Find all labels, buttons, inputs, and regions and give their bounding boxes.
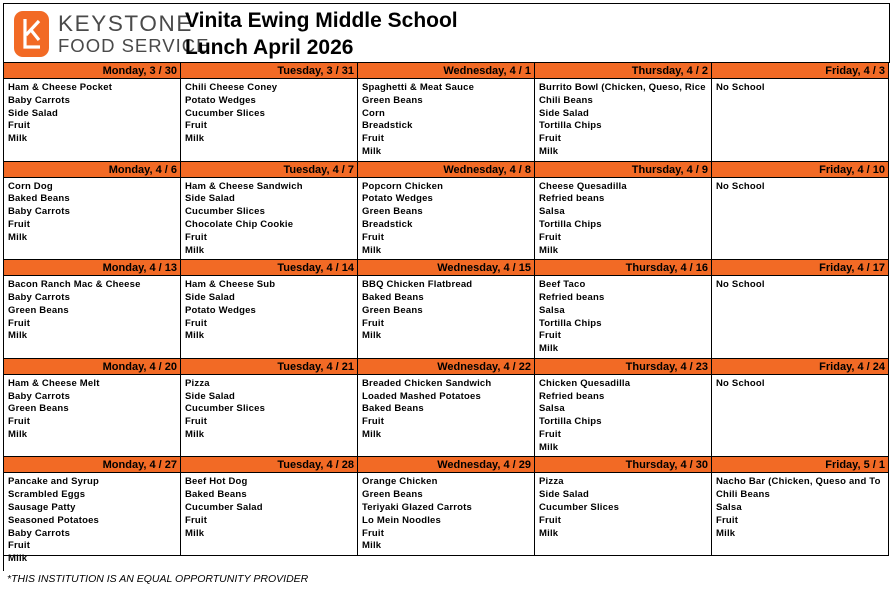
menu-item: Fruit — [185, 120, 208, 132]
day-date-header: Thursday, 4 / 23 — [535, 359, 711, 375]
menu-item: Side Salad — [185, 193, 236, 205]
menu-item-list — [535, 178, 711, 258]
menu-item: Baked Beans — [362, 403, 424, 415]
day-date-header: Wednesday, 4 / 22 — [358, 359, 534, 375]
menu-item-list — [712, 79, 888, 95]
day-date-header: Monday, 3 / 30 — [4, 63, 180, 79]
day-cell — [4, 457, 181, 565]
menu-item: Bacon Ranch Mac & Cheese — [8, 279, 141, 291]
day-cell — [358, 63, 535, 162]
menu-item-list — [712, 375, 888, 391]
menu-item-list — [712, 473, 888, 540]
day-date-header: Tuesday, 4 / 28 — [181, 457, 357, 473]
menu-item-list — [358, 79, 534, 159]
day-date-header: Wednesday, 4 / 29 — [358, 457, 534, 473]
day-date-header: Tuesday, 3 / 31 — [181, 63, 357, 79]
menu-item: Salsa — [539, 206, 565, 218]
menu-item: Fruit — [539, 428, 562, 440]
menu-item: Refried beans — [539, 193, 605, 205]
menu-item: Milk — [185, 330, 205, 342]
brand-tagline: FOOD SERVICE — [58, 35, 210, 56]
menu-item-list — [4, 375, 180, 442]
menu-item-list — [535, 473, 711, 540]
menu-item: Scrambled Eggs — [8, 489, 86, 501]
menu-item: Milk — [362, 330, 382, 342]
menu-item: Baby Carrots — [8, 527, 71, 539]
day-cell — [535, 162, 712, 261]
menu-item: Side Salad — [539, 107, 590, 119]
menu-item: Side Salad — [185, 291, 236, 303]
menu-item: Milk — [185, 133, 205, 145]
menu-item: Baked Beans — [185, 489, 247, 501]
menu-item-list — [181, 79, 357, 146]
day-date-header: Wednesday, 4 / 15 — [358, 260, 534, 276]
menu-item: Fruit — [8, 120, 31, 132]
menu-item-list — [181, 276, 357, 343]
day-date-header: Friday, 4 / 3 — [712, 63, 888, 79]
menu-item: Beef Taco — [539, 279, 586, 291]
menu-item: Fruit — [539, 133, 562, 145]
menu-item: Fruit — [185, 416, 208, 428]
menu-calendar — [3, 63, 890, 571]
menu-item: Lo Mein Noodles — [362, 514, 441, 526]
menu-item: Ham & Cheese Sandwich — [185, 180, 303, 192]
menu-item: Green Beans — [362, 94, 423, 106]
day-cell — [4, 63, 181, 162]
menu-item: Fruit — [8, 317, 31, 329]
menu-item: Side Salad — [539, 489, 590, 501]
menu-item: Popcorn Chicken — [362, 180, 444, 192]
day-cell — [181, 162, 358, 261]
menu-item: Fruit — [716, 514, 739, 526]
menu-item: Milk — [362, 428, 382, 440]
day-cell — [358, 359, 535, 458]
keystone-logo — [14, 10, 210, 60]
menu-item: Refried beans — [539, 291, 605, 303]
day-cell — [535, 359, 712, 458]
day-cell — [4, 359, 181, 458]
menu-item: Fruit — [185, 514, 208, 526]
day-cell — [712, 260, 889, 359]
menu-item: Seasoned Potatoes — [8, 514, 100, 526]
menu-item: Sausage Patty — [8, 501, 76, 513]
menu-item: Milk — [362, 244, 382, 256]
menu-item: BBQ Chicken Flatbread — [362, 279, 473, 291]
menu-item: Green Beans — [362, 206, 423, 218]
day-cell — [181, 359, 358, 458]
menu-item: Baby Carrots — [8, 94, 71, 106]
day-date-header: Monday, 4 / 27 — [4, 457, 180, 473]
day-date-header: Thursday, 4 / 9 — [535, 162, 711, 178]
menu-item-list — [535, 276, 711, 356]
menu-item: Nacho Bar (Chicken, Queso and To — [716, 476, 881, 488]
menu-item: Baby Carrots — [8, 206, 71, 218]
menu-title: Lunch April 2026 — [185, 36, 354, 59]
menu-item-list — [358, 473, 534, 553]
menu-item: Fruit — [539, 514, 562, 526]
menu-item: Salsa — [539, 403, 565, 415]
menu-item: Orange Chicken — [362, 476, 438, 488]
menu-item: Fruit — [8, 416, 31, 428]
menu-item: Milk — [185, 428, 205, 440]
menu-item: Milk — [8, 231, 28, 243]
menu-item: Green Beans — [362, 304, 423, 316]
menu-item: Ham & Cheese Melt — [8, 377, 100, 389]
menu-item: No School — [716, 279, 765, 291]
day-cell — [4, 162, 181, 261]
day-date-header: Wednesday, 4 / 8 — [358, 162, 534, 178]
day-date-header: Friday, 4 / 10 — [712, 162, 888, 178]
menu-item: Fruit — [362, 317, 385, 329]
day-date-header: Friday, 5 / 1 — [712, 457, 888, 473]
menu-item: Milk — [362, 145, 382, 157]
menu-item: Tortilla Chips — [539, 416, 602, 428]
day-cell — [181, 63, 358, 162]
day-date-header: Monday, 4 / 13 — [4, 260, 180, 276]
day-cell — [535, 260, 712, 359]
menu-item: Milk — [539, 527, 559, 539]
menu-item: Milk — [716, 527, 736, 539]
day-cell — [4, 260, 181, 359]
menu-item: Milk — [539, 441, 559, 453]
menu-item: Milk — [539, 343, 559, 355]
menu-item-list — [358, 276, 534, 343]
menu-item-list — [4, 178, 180, 245]
menu-item: Beef Hot Dog — [185, 476, 248, 488]
school-name: Vinita Ewing Middle School — [185, 9, 458, 32]
menu-item: Baked Beans — [362, 291, 424, 303]
menu-item: Breadstick — [362, 218, 413, 230]
menu-item: Loaded Mashed Potatoes — [362, 390, 481, 402]
menu-item: Refried beans — [539, 390, 605, 402]
menu-item: Tortilla Chips — [539, 317, 602, 329]
page-header — [3, 3, 890, 63]
day-date-header: Tuesday, 4 / 21 — [181, 359, 357, 375]
day-cell — [535, 457, 712, 556]
menu-item-list — [358, 375, 534, 442]
menu-item: No School — [716, 377, 765, 389]
day-cell — [712, 63, 889, 162]
menu-item: Salsa — [716, 501, 742, 513]
menu-item: Milk — [362, 540, 382, 552]
menu-item: Green Beans — [8, 304, 69, 316]
menu-item: Fruit — [362, 527, 385, 539]
menu-item: Tortilla Chips — [539, 120, 602, 132]
menu-item-list — [712, 178, 888, 194]
menu-item: No School — [716, 180, 765, 192]
day-cell — [358, 260, 535, 359]
menu-item: Pizza — [539, 476, 564, 488]
day-date-header: Tuesday, 4 / 7 — [181, 162, 357, 178]
menu-item-list — [4, 79, 180, 146]
menu-item: Green Beans — [8, 403, 69, 415]
menu-item-list — [4, 276, 180, 343]
day-date-header: Wednesday, 4 / 1 — [358, 63, 534, 79]
menu-item: Cucumber Slices — [185, 403, 266, 415]
menu-item: Corn — [362, 107, 385, 119]
page-title — [185, 7, 458, 61]
menu-item: Side Salad — [185, 390, 236, 402]
menu-item: Milk — [8, 330, 28, 342]
k-logo-icon — [14, 11, 49, 57]
menu-item: Baby Carrots — [8, 291, 71, 303]
menu-item: Fruit — [185, 317, 208, 329]
menu-item: Fruit — [539, 231, 562, 243]
menu-item: Chocolate Chip Cookie — [185, 218, 294, 230]
menu-item-list — [181, 178, 357, 258]
menu-item: Milk — [8, 428, 28, 440]
menu-item: Baked Beans — [8, 193, 70, 205]
day-cell — [535, 63, 712, 162]
menu-item-list — [712, 276, 888, 292]
menu-item: Chicken Quesadilla — [539, 377, 631, 389]
menu-item: Milk — [8, 133, 28, 145]
menu-item: Green Beans — [362, 489, 423, 501]
menu-item: Spaghetti & Meat Sauce — [362, 82, 475, 93]
menu-item: Burrito Bowl (Chicken, Queso, Rice — [539, 82, 706, 93]
menu-item-list — [4, 473, 180, 566]
menu-item: Cucumber Slices — [185, 107, 266, 119]
day-date-header: Friday, 4 / 17 — [712, 260, 888, 276]
menu-item: Fruit — [8, 218, 31, 230]
day-date-header: Thursday, 4 / 16 — [535, 260, 711, 276]
menu-item: Ham & Cheese Sub — [185, 279, 276, 291]
menu-item-list — [181, 375, 357, 442]
menu-item: Pancake and Syrup — [8, 476, 100, 488]
day-cell — [358, 457, 535, 556]
menu-item: No School — [716, 82, 765, 93]
menu-item: Breadstick — [362, 120, 413, 132]
menu-item: Side Salad — [8, 107, 59, 119]
menu-item-list — [535, 375, 711, 455]
menu-item-list — [535, 79, 711, 159]
menu-item: Potato Wedges — [362, 193, 434, 205]
menu-item: Fruit — [539, 330, 562, 342]
menu-item: Cheese Quesadilla — [539, 180, 627, 192]
menu-item: Milk — [539, 145, 559, 157]
menu-item: Cucumber Slices — [539, 501, 620, 513]
menu-item: Cucumber Slices — [185, 206, 266, 218]
menu-item: Fruit — [8, 540, 31, 552]
footer-note: *THIS INSTITUTION IS AN EQUAL OPPORTUNITY PROVIDER — [7, 573, 309, 585]
menu-item: Milk — [185, 527, 205, 539]
menu-item: Fruit — [185, 231, 208, 243]
day-date-header: Tuesday, 4 / 14 — [181, 260, 357, 276]
menu-item: Fruit — [362, 231, 385, 243]
menu-item: Chili Cheese Coney — [185, 82, 278, 93]
menu-item-list — [358, 178, 534, 258]
menu-item: Potato Wedges — [185, 304, 257, 316]
menu-item: Chili Beans — [716, 489, 770, 501]
menu-item: Potato Wedges — [185, 94, 257, 106]
day-date-header: Thursday, 4 / 30 — [535, 457, 711, 473]
day-date-header: Monday, 4 / 6 — [4, 162, 180, 178]
menu-item: Fruit — [362, 133, 385, 145]
menu-item: Salsa — [539, 304, 565, 316]
day-cell — [712, 457, 889, 556]
menu-item: Milk — [8, 553, 28, 565]
day-cell — [181, 260, 358, 359]
menu-item: Milk — [539, 244, 559, 256]
menu-item: Tortilla Chips — [539, 218, 602, 230]
menu-item: Cucumber Salad — [185, 501, 263, 513]
day-date-header: Monday, 4 / 20 — [4, 359, 180, 375]
menu-item: Pizza — [185, 377, 210, 389]
day-date-header: Friday, 4 / 24 — [712, 359, 888, 375]
day-date-header: Thursday, 4 / 2 — [535, 63, 711, 79]
menu-item: Chili Beans — [539, 94, 593, 106]
menu-item: Breaded Chicken Sandwich — [362, 377, 492, 389]
day-cell — [712, 162, 889, 261]
menu-item: Fruit — [362, 416, 385, 428]
day-cell — [712, 359, 889, 458]
brand-name: KEYSTONE — [58, 11, 193, 36]
menu-item: Teriyaki Glazed Carrots — [362, 501, 473, 513]
day-cell — [181, 457, 358, 556]
menu-item: Milk — [185, 244, 205, 256]
menu-item: Baby Carrots — [8, 390, 71, 402]
menu-item: Ham & Cheese Pocket — [8, 82, 113, 93]
menu-item-list — [181, 473, 357, 540]
day-cell — [358, 162, 535, 261]
menu-item: Corn Dog — [8, 180, 53, 192]
